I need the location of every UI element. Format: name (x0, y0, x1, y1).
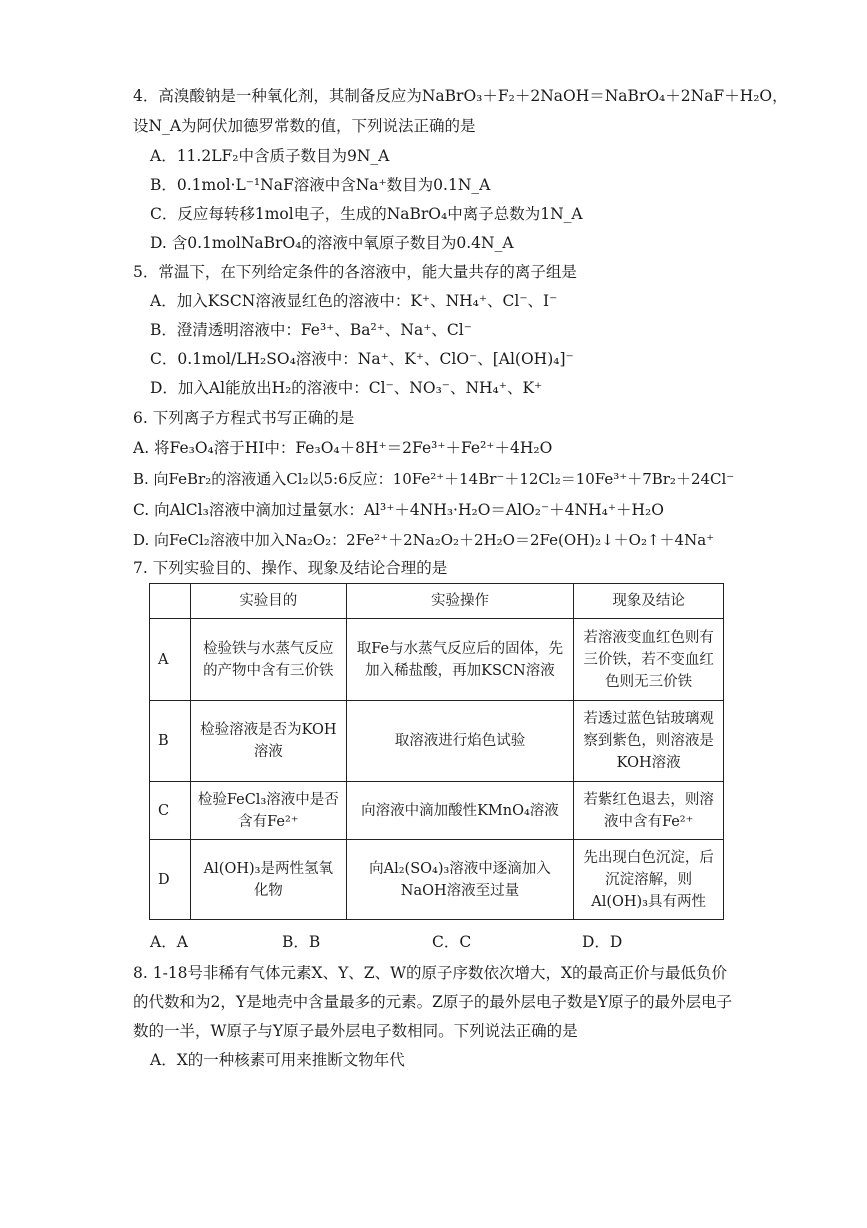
q7-choice-d: D．D (582, 933, 623, 951)
q6-option-d: D. 向FeCl₂溶液中加入Na₂O₂：2Fe²⁺＋2Na₂O₂＋2H₂O＝2Fe(OH)₂↓＋O₂↑＋4Na⁺ (133, 531, 715, 549)
q7-choice-b: B．B (282, 933, 321, 951)
row-label: C (150, 782, 191, 840)
q6-option-a: A. 将Fe₃O₄溶于HI中：Fe₃O₄＋8H⁺＝2Fe³⁺＋Fe²⁺＋4H₂O (133, 439, 553, 457)
operation-cell: 取Fe与水蒸气反应后的固体，先加入稀盐酸，再加KSCN溶液 (346, 619, 574, 701)
operation-cell: 向Al₂(SO₄)₃溶液中逐滴加入NaOH溶液至过量 (346, 840, 574, 920)
purpose-cell: 检验铁与水蒸气反应的产物中含有三价铁 (190, 619, 346, 701)
q6-option-c: C. 向AlCl₃溶液中滴加过量氨水：Al³⁺＋4NH₃·H₂O＝AlO₂⁻＋4NH₄⁺＋H₂O (133, 501, 664, 519)
q4-option-d: D. 含0.1molNaBrO₄的溶液中氧原子数目为0.4N_A (150, 234, 514, 252)
q4-stem-line2: 设N_A为阿伏加德罗常数的值，下列说法正确的是 (133, 117, 476, 135)
table-row (150, 782, 724, 840)
table-header-cell: 实验目的 (190, 584, 346, 619)
row-label: B (150, 701, 191, 782)
purpose-cell: 检验溶液是否为KOH溶液 (190, 701, 346, 782)
q5-option-b: B．澄清透明溶液中：Fe³⁺、Ba²⁺、Na⁺、Cl⁻ (150, 321, 472, 339)
q5-stem: 5．常温下，在下列给定条件的各溶液中，能大量共存的离子组是 (133, 263, 577, 281)
q7-choice-c: C．C (432, 933, 472, 951)
table-header-cell: 实验操作 (346, 584, 574, 619)
q8-option-a: A．X的一种核素可用来推断文物年代 (150, 1051, 405, 1069)
result-cell: 先出现白色沉淀，后沉淀溶解，则Al(OH)₃具有两性 (574, 840, 724, 920)
q7-choice-a: A．A (150, 933, 188, 951)
result-cell: 若溶液变血红色则有三价铁，若不变血红色则无三价铁 (574, 619, 724, 701)
q5-option-a: A．加入KSCN溶液显红色的溶液中：K⁺、NH₄⁺、Cl⁻、I⁻ (150, 292, 558, 310)
purpose-cell: 检验FeCl₃溶液中是否含有Fe²⁺ (190, 782, 346, 840)
q6-option-b: B. 向FeBr₂的溶液通入Cl₂以5:6反应：10Fe²⁺＋14Br⁻＋12Cl₂＝10Fe³⁺＋7Br₂＋24Cl⁻ (133, 470, 735, 488)
row-label: D (150, 840, 191, 920)
result-cell: 若透过蓝色钴玻璃观察到紫色，则溶液是KOH溶液 (574, 701, 724, 782)
q7-stem: 7. 下列实验目的、操作、现象及结论合理的是 (133, 559, 448, 577)
table-row (150, 840, 724, 920)
purpose-cell: Al(OH)₃是两性氢氧化物 (190, 840, 346, 920)
q4-option-a: A．11.2LF₂中含质子数目为9N_A (150, 147, 390, 165)
q6-stem: 6. 下列离子方程式书写正确的是 (133, 409, 355, 427)
table-header-cell (150, 584, 191, 619)
table-header-row (150, 584, 724, 619)
q5-option-d: D．加入Al能放出H₂的溶液中：Cl⁻、NO₃⁻、NH₄⁺、K⁺ (150, 379, 543, 397)
result-cell: 若紫红色退去，则溶液中含有Fe²⁺ (574, 782, 724, 840)
q4-option-c: C．反应每转移1mol电子，生成的NaBrO₄中离子总数为1N_A (150, 205, 583, 223)
row-label: A (150, 619, 191, 701)
operation-cell: 取溶液进行焰色试验 (346, 701, 574, 782)
q4-stem-line1: 4．高溴酸钠是一种氧化剂，其制备反应为NaBrO₃＋F₂＋2NaOH＝NaBrO₄＋2NaF＋H₂O， (133, 87, 788, 105)
table-header-cell: 现象及结论 (574, 584, 724, 619)
q8-stem-line3: 数的一半，W原子与Y原子最外层电子数相同。下列说法正确的是 (133, 1022, 578, 1040)
table-row (150, 701, 724, 782)
q8-stem-line2: 的代数和为2，Y是地壳中含量最多的元素。Z原子的最外层电子数是Y原子的最外层电子 (133, 993, 733, 1011)
q5-option-c: C．0.1mol/LH₂SO₄溶液中：Na⁺、K⁺、ClO⁻、[Al(OH)₄]⁻ (150, 350, 574, 368)
table-row (150, 619, 724, 701)
q8-stem-line1: 8. 1-18号非稀有气体元素X、Y、Z、W的原子序数依次增大，X的最高正价与最低负价 (133, 964, 728, 982)
q4-option-b: B．0.1mol·L⁻¹NaF溶液中含Na⁺数目为0.1N_A (150, 176, 491, 194)
experiment-table (149, 583, 724, 920)
operation-cell: 向溶液中滴加酸性KMnO₄溶液 (346, 782, 574, 840)
